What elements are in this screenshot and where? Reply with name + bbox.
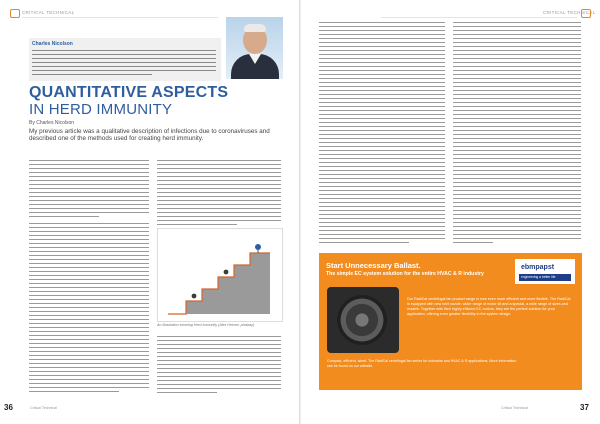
fan-product-image (327, 287, 399, 353)
left-page-number: 36 (4, 403, 13, 412)
body-column-2-continued (157, 336, 281, 396)
body-column-2 (157, 160, 281, 228)
advert-title: Start Unnecessary Ballast. (326, 261, 421, 270)
advert-body: Our RadiCal centrifugal fan product range is now even more efficient and more flexible. The RadiCal is equipped with new inlet nozzle, wider range of motor kit and a special, a wide range of sizes and models. Together with their highly efficient EC motors, they are the perfect solution for your application, offering even greater flexibility in the system design. (407, 297, 571, 316)
header-rule (22, 17, 218, 18)
right-page (301, 0, 600, 424)
section-label: CRITICAL TECHNICAL (22, 10, 75, 15)
author-photo (226, 17, 283, 79)
logo-text: ebmpapst (521, 264, 555, 271)
staircase-illustration (158, 229, 282, 321)
body-column-1 (29, 160, 149, 395)
right-body-column-2 (453, 22, 581, 246)
section-icon-right (581, 9, 591, 18)
section-icon (10, 9, 20, 18)
ebmpapst-logo (515, 259, 575, 284)
logo-tagline: engineering a better life (521, 275, 556, 279)
header-rule-right (381, 17, 577, 18)
advert-bottom-text: Compact, efficient, silent. The RadiCal centrifugal fan series for industrial and HVAC & R applications. More information can be found on our website. (327, 359, 517, 368)
article-intro: My previous article was a qualitative description of infections due to coronaviruses and described one of the methods used for creating herd immunity. (29, 128, 270, 143)
left-footer-text: Critical Technical (30, 406, 57, 410)
ebmpapst-advert (319, 253, 582, 390)
article-title-line1: QUANTITATIVE ASPECTS (29, 84, 229, 101)
figure-caption: An illustration showing Herd Immunity (Alex Helmer, pixabay) (157, 323, 255, 327)
herd-immunity-figure (157, 228, 283, 322)
advert-subtitle: The simple EC system solution for the entire HVAC & R industry (326, 271, 484, 277)
author-bio-box (29, 38, 221, 81)
section-label-right: CRITICAL TECHNICAL (543, 10, 596, 15)
article-title-line2: IN HERD IMMUNITY (29, 101, 173, 118)
figure-person-3 (224, 270, 229, 275)
author-name: Charles Nicolson (32, 41, 73, 47)
left-page (0, 0, 299, 424)
right-page-number: 37 (580, 403, 589, 412)
right-footer-text: Critical Technical (501, 406, 528, 410)
right-body-column-1 (319, 22, 445, 246)
figure-steps (168, 253, 270, 314)
article-byline: By Charles Nicolson (29, 120, 75, 126)
figure-person-2 (192, 294, 197, 299)
figure-person (255, 244, 261, 250)
